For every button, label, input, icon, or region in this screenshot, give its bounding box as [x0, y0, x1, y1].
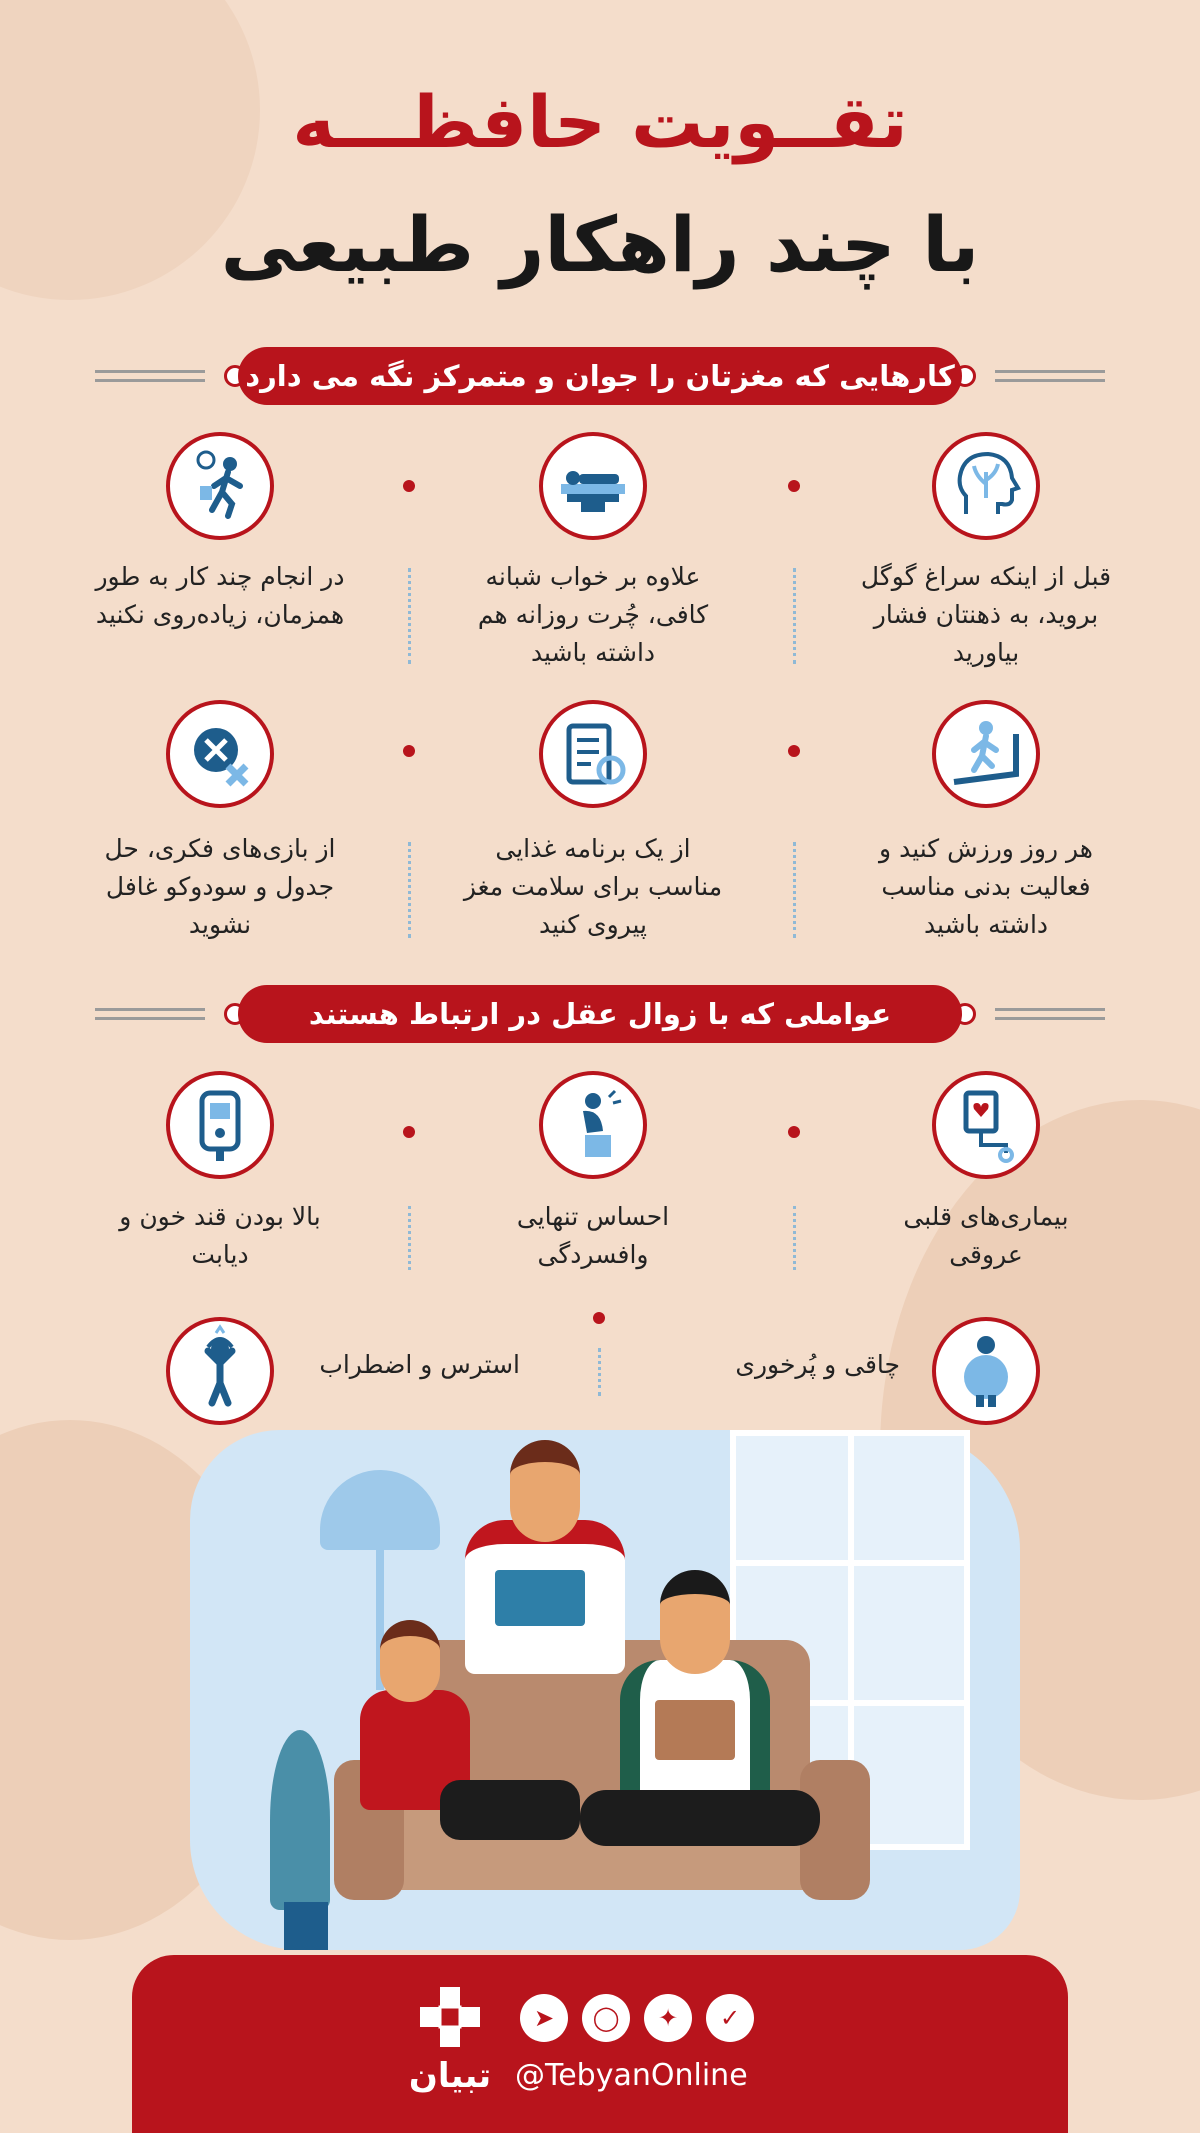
- tip-text: در انجام چند کار به طور همزمان، زیاده‌روی نکنید: [95, 562, 345, 629]
- separator-dot: [403, 1126, 415, 1138]
- title-line-1: تقــویت حافظـــه: [292, 80, 908, 164]
- telegram-icon[interactable]: ➤: [520, 1994, 568, 2042]
- banner-decor-line: [995, 370, 1105, 382]
- factor-text: بیماری‌های قلبی عروقی: [903, 1202, 1069, 1269]
- factor-text: استرس و اضطراب: [319, 1350, 520, 1379]
- child-legs: [440, 1780, 580, 1840]
- vertical-separator: [793, 1206, 796, 1270]
- factor-text: بالا بودن قند خون و دیابت: [119, 1202, 321, 1269]
- tip-text: قبل از اینکه سراغ گوگل بروید، به ذهنتان فشار بیاورید: [860, 562, 1112, 667]
- lonely-person-icon: [539, 1071, 647, 1179]
- social-handle[interactable]: @TebyanOnline: [515, 2058, 748, 2093]
- banner-decor-line: [95, 1008, 205, 1020]
- brand-logo: [418, 1985, 482, 2049]
- plant-pot: [284, 1902, 328, 1950]
- vertical-separator: [408, 1206, 411, 1270]
- vertical-separator: [408, 568, 411, 664]
- section2-heading: عواملی که با زوال عقل در ارتباط هستند: [238, 985, 962, 1043]
- separator-dot: [788, 745, 800, 757]
- window-frame: [730, 1560, 970, 1566]
- teen-book: [655, 1700, 735, 1760]
- teen-head: [660, 1570, 730, 1674]
- treadmill-icon: [932, 700, 1040, 808]
- brand-name: تبیان: [408, 2056, 492, 2096]
- vertical-separator: [598, 1348, 601, 1396]
- obesity-icon: [932, 1317, 1040, 1425]
- tip-text: هر روز ورزش کنید و فعالیت بدنی مناسب داشته باشید: [879, 834, 1093, 939]
- vertical-separator: [408, 842, 411, 938]
- separator-dot: [593, 1312, 605, 1324]
- father-book: [495, 1570, 585, 1626]
- teen-legs: [580, 1790, 820, 1846]
- father-head: [510, 1440, 580, 1542]
- running-late-icon: [166, 432, 274, 540]
- footer-bar: [132, 1955, 1068, 2133]
- diet-plan-icon: [539, 700, 647, 808]
- title-line-2: با چند راهکار طبیعی: [220, 200, 980, 289]
- vertical-separator: [793, 568, 796, 664]
- separator-dot: [788, 480, 800, 492]
- tip-text: از یک برنامه غذایی مناسب برای سلامت مغز پیروی کنید: [463, 834, 723, 939]
- sleeping-person-icon: [539, 432, 647, 540]
- puzzle-icon: [166, 700, 274, 808]
- glucose-meter-icon: [166, 1071, 274, 1179]
- banner-decor-line: [95, 370, 205, 382]
- heart-monitor-icon: [932, 1071, 1040, 1179]
- twitter-icon[interactable]: ✦: [644, 1994, 692, 2042]
- separator-dot: [403, 745, 415, 757]
- instagram-icon[interactable]: ◯: [582, 1994, 630, 2042]
- separator-dot: [788, 1126, 800, 1138]
- separator-dot: [403, 480, 415, 492]
- child-head: [380, 1620, 440, 1702]
- factor-text: چاقی و پُرخوری: [735, 1350, 900, 1379]
- vertical-separator: [793, 842, 796, 938]
- verified-icon[interactable]: ✓: [706, 1994, 754, 2042]
- tip-text: علاوه بر خواب شبانه کافی، چُرت روزانه هم داشته باشید: [477, 562, 709, 667]
- stressed-person-icon: [166, 1317, 274, 1425]
- brain-head-icon: [932, 432, 1040, 540]
- tip-text: از بازی‌های فکری، حل جدول و سودوکو غافل نشوید: [104, 834, 336, 939]
- factor-text: احساس تنهایی وافسردگی: [516, 1202, 670, 1269]
- banner-decor-line: [995, 1008, 1105, 1020]
- section1-heading: کارهایی که مغزتان را جوان و متمرکز نگه می دارد: [238, 347, 962, 405]
- plant: [270, 1730, 330, 1910]
